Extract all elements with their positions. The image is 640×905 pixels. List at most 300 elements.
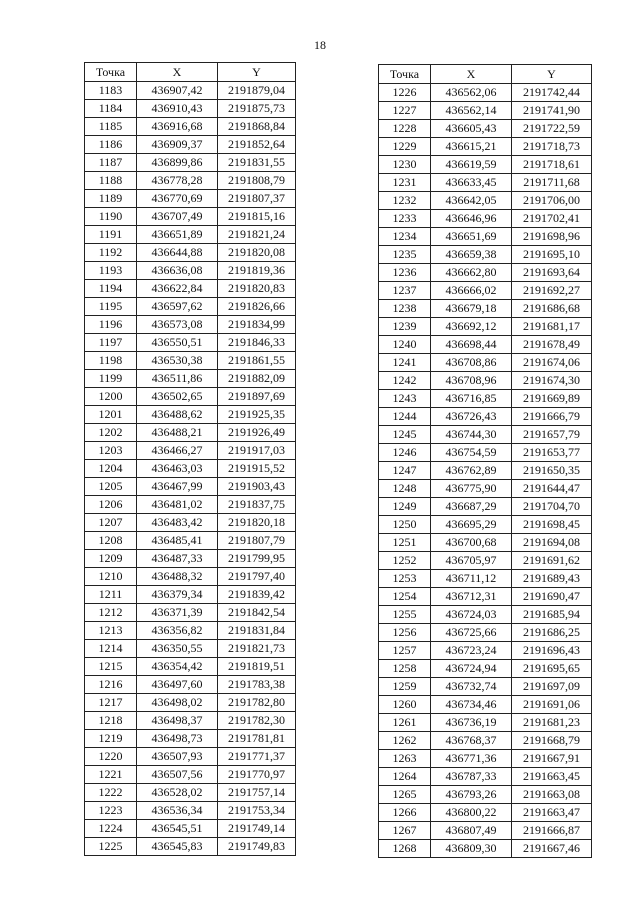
cell-y: 2191831,84	[218, 622, 296, 640]
cell-x: 436507,93	[137, 748, 218, 766]
cell-y: 2191799,95	[218, 550, 296, 568]
cell-point: 1230	[379, 156, 431, 174]
cell-point: 1192	[85, 244, 137, 262]
table-row	[379, 372, 592, 390]
table-row	[379, 768, 592, 786]
cell-point: 1215	[85, 658, 137, 676]
cell-point: 1188	[85, 172, 137, 190]
cell-y: 2191815,16	[218, 208, 296, 226]
cell-x: 436545,83	[137, 838, 218, 856]
table-row	[379, 84, 592, 102]
cell-x: 436916,68	[137, 118, 218, 136]
column-header-point: Точка	[379, 65, 431, 84]
cell-y: 2191674,30	[512, 372, 592, 390]
cell-point: 1217	[85, 694, 137, 712]
table-row	[379, 102, 592, 120]
column-header-point: Точка	[85, 63, 137, 82]
table-row	[85, 550, 296, 568]
cell-point: 1185	[85, 118, 137, 136]
cell-y: 2191808,79	[218, 172, 296, 190]
table-row	[379, 552, 592, 570]
table-row	[85, 172, 296, 190]
cell-y: 2191695,10	[512, 246, 592, 264]
cell-x: 436708,86	[431, 354, 512, 372]
cell-x: 436536,34	[137, 802, 218, 820]
cell-y: 2191644,47	[512, 480, 592, 498]
table-row	[379, 174, 592, 192]
cell-x: 436651,69	[431, 228, 512, 246]
cell-x: 436716,85	[431, 390, 512, 408]
cell-y: 2191897,69	[218, 388, 296, 406]
cell-x: 436562,14	[431, 102, 512, 120]
cell-y: 2191711,68	[512, 174, 592, 192]
coordinates-table-right	[378, 64, 592, 858]
cell-x: 436350,55	[137, 640, 218, 658]
cell-y: 2191821,24	[218, 226, 296, 244]
table-row	[379, 246, 592, 264]
cell-y: 2191722,59	[512, 120, 592, 138]
cell-y: 2191742,44	[512, 84, 592, 102]
cell-x: 436787,33	[431, 768, 512, 786]
cell-x: 436726,43	[431, 408, 512, 426]
cell-point: 1222	[85, 784, 137, 802]
cell-x: 436530,38	[137, 352, 218, 370]
column-header-y: Y	[218, 63, 296, 82]
cell-x: 436687,29	[431, 498, 512, 516]
table-row	[85, 568, 296, 586]
cell-y: 2191706,00	[512, 192, 592, 210]
table-row	[85, 208, 296, 226]
table-row	[85, 838, 296, 856]
cell-x: 436562,06	[431, 84, 512, 102]
cell-y: 2191681,17	[512, 318, 592, 336]
cell-y: 2191686,25	[512, 624, 592, 642]
table-row	[379, 588, 592, 606]
cell-x: 436771,36	[431, 750, 512, 768]
cell-x: 436511,86	[137, 370, 218, 388]
cell-y: 2191694,08	[512, 534, 592, 552]
cell-point: 1194	[85, 280, 137, 298]
cell-y: 2191807,79	[218, 532, 296, 550]
cell-y: 2191650,35	[512, 462, 592, 480]
cell-x: 436770,69	[137, 190, 218, 208]
cell-point: 1244	[379, 408, 431, 426]
table-row	[85, 370, 296, 388]
cell-point: 1260	[379, 696, 431, 714]
cell-x: 436644,88	[137, 244, 218, 262]
cell-point: 1261	[379, 714, 431, 732]
cell-point: 1183	[85, 82, 137, 100]
table-row	[85, 244, 296, 262]
cell-point: 1224	[85, 820, 137, 838]
table-row	[379, 480, 592, 498]
cell-x: 436528,02	[137, 784, 218, 802]
cell-y: 2191702,41	[512, 210, 592, 228]
cell-x: 436485,41	[137, 532, 218, 550]
cell-point: 1199	[85, 370, 137, 388]
table-row	[85, 136, 296, 154]
cell-y: 2191689,43	[512, 570, 592, 588]
cell-point: 1262	[379, 732, 431, 750]
cell-point: 1193	[85, 262, 137, 280]
cell-point: 1220	[85, 748, 137, 766]
table-row	[379, 534, 592, 552]
table-row	[379, 804, 592, 822]
cell-point: 1212	[85, 604, 137, 622]
cell-y: 2191821,73	[218, 640, 296, 658]
cell-y: 2191749,83	[218, 838, 296, 856]
table-row	[379, 444, 592, 462]
cell-point: 1229	[379, 138, 431, 156]
cell-y: 2191686,68	[512, 300, 592, 318]
cell-y: 2191903,43	[218, 478, 296, 496]
cell-y: 2191915,52	[218, 460, 296, 478]
cell-x: 436597,62	[137, 298, 218, 316]
cell-x: 436636,08	[137, 262, 218, 280]
table-row	[85, 406, 296, 424]
cell-y: 2191690,47	[512, 588, 592, 606]
cell-x: 436899,86	[137, 154, 218, 172]
cell-point: 1231	[379, 174, 431, 192]
cell-point: 1254	[379, 588, 431, 606]
cell-y: 2191879,04	[218, 82, 296, 100]
table-row	[379, 282, 592, 300]
cell-x: 436662,80	[431, 264, 512, 282]
table-row	[379, 642, 592, 660]
cell-y: 2191834,99	[218, 316, 296, 334]
table-row	[85, 676, 296, 694]
table-row	[379, 840, 592, 858]
cell-point: 1189	[85, 190, 137, 208]
cell-x: 436707,49	[137, 208, 218, 226]
cell-point: 1255	[379, 606, 431, 624]
cell-y: 2191819,51	[218, 658, 296, 676]
cell-point: 1263	[379, 750, 431, 768]
cell-point: 1197	[85, 334, 137, 352]
cell-point: 1223	[85, 802, 137, 820]
cell-point: 1227	[379, 102, 431, 120]
cell-point: 1249	[379, 498, 431, 516]
cell-y: 2191667,91	[512, 750, 592, 768]
cell-point: 1221	[85, 766, 137, 784]
cell-point: 1266	[379, 804, 431, 822]
cell-x: 436646,96	[431, 210, 512, 228]
cell-x: 436550,51	[137, 334, 218, 352]
cell-x: 436700,68	[431, 534, 512, 552]
cell-x: 436498,73	[137, 730, 218, 748]
cell-point: 1233	[379, 210, 431, 228]
cell-x: 436605,43	[431, 120, 512, 138]
table-row	[85, 658, 296, 676]
cell-x: 436744,30	[431, 426, 512, 444]
cell-x: 436619,59	[431, 156, 512, 174]
cell-x: 436488,32	[137, 568, 218, 586]
table-row	[85, 424, 296, 442]
table-row	[379, 696, 592, 714]
cell-y: 2191685,94	[512, 606, 592, 624]
cell-x: 436724,03	[431, 606, 512, 624]
cell-x: 436507,56	[137, 766, 218, 784]
cell-x: 436695,29	[431, 516, 512, 534]
cell-x: 436487,33	[137, 550, 218, 568]
cell-y: 2191820,83	[218, 280, 296, 298]
table-row	[379, 750, 592, 768]
cell-y: 2191807,37	[218, 190, 296, 208]
cell-y: 2191663,45	[512, 768, 592, 786]
table-row	[85, 298, 296, 316]
cell-x: 436633,45	[431, 174, 512, 192]
cell-point: 1191	[85, 226, 137, 244]
cell-x: 436573,08	[137, 316, 218, 334]
cell-point: 1259	[379, 678, 431, 696]
table-row	[379, 822, 592, 840]
cell-y: 2191819,36	[218, 262, 296, 280]
cell-x: 436692,12	[431, 318, 512, 336]
cell-y: 2191698,45	[512, 516, 592, 534]
cell-y: 2191741,90	[512, 102, 592, 120]
cell-x: 436705,97	[431, 552, 512, 570]
table-row	[85, 100, 296, 118]
cell-point: 1243	[379, 390, 431, 408]
cell-x: 436723,24	[431, 642, 512, 660]
cell-point: 1236	[379, 264, 431, 282]
cell-y: 2191718,61	[512, 156, 592, 174]
cell-x: 436466,27	[137, 442, 218, 460]
cell-y: 2191882,09	[218, 370, 296, 388]
cell-y: 2191783,38	[218, 676, 296, 694]
cell-x: 436666,02	[431, 282, 512, 300]
cell-point: 1237	[379, 282, 431, 300]
table-row	[379, 786, 592, 804]
cell-x: 436762,89	[431, 462, 512, 480]
cell-x: 436807,49	[431, 822, 512, 840]
cell-x: 436724,94	[431, 660, 512, 678]
cell-point: 1247	[379, 462, 431, 480]
cell-point: 1195	[85, 298, 137, 316]
table-row	[85, 514, 296, 532]
cell-x: 436711,12	[431, 570, 512, 588]
cell-y: 2191695,65	[512, 660, 592, 678]
cell-y: 2191837,75	[218, 496, 296, 514]
cell-y: 2191757,14	[218, 784, 296, 802]
cell-y: 2191693,64	[512, 264, 592, 282]
table-row	[85, 802, 296, 820]
table-row	[85, 694, 296, 712]
table-row	[379, 426, 592, 444]
table-row	[85, 460, 296, 478]
cell-y: 2191657,79	[512, 426, 592, 444]
table-row	[379, 318, 592, 336]
cell-point: 1214	[85, 640, 137, 658]
cell-y: 2191781,81	[218, 730, 296, 748]
cell-x: 436498,02	[137, 694, 218, 712]
table-row	[379, 516, 592, 534]
cell-x: 436778,28	[137, 172, 218, 190]
cell-point: 1211	[85, 586, 137, 604]
cell-point: 1200	[85, 388, 137, 406]
cell-point: 1205	[85, 478, 137, 496]
table-row	[85, 622, 296, 640]
table-row	[379, 408, 592, 426]
table-header-row	[85, 63, 296, 82]
cell-y: 2191674,06	[512, 354, 592, 372]
cell-x: 436909,37	[137, 136, 218, 154]
cell-point: 1252	[379, 552, 431, 570]
table-row	[379, 660, 592, 678]
cell-x: 436498,37	[137, 712, 218, 730]
cell-point: 1204	[85, 460, 137, 478]
cell-y: 2191704,70	[512, 498, 592, 516]
cell-y: 2191698,96	[512, 228, 592, 246]
cell-point: 1264	[379, 768, 431, 786]
table-row	[379, 390, 592, 408]
cell-y: 2191663,47	[512, 804, 592, 822]
cell-x: 436732,74	[431, 678, 512, 696]
cell-x: 436488,62	[137, 406, 218, 424]
table-row	[85, 352, 296, 370]
table-row	[379, 732, 592, 750]
table-row	[85, 334, 296, 352]
cell-x: 436467,99	[137, 478, 218, 496]
cell-point: 1184	[85, 100, 137, 118]
cell-x: 436488,21	[137, 424, 218, 442]
cell-point: 1267	[379, 822, 431, 840]
table-row	[379, 498, 592, 516]
cell-point: 1250	[379, 516, 431, 534]
cell-y: 2191797,40	[218, 568, 296, 586]
cell-point: 1186	[85, 136, 137, 154]
cell-y: 2191839,42	[218, 586, 296, 604]
cell-point: 1239	[379, 318, 431, 336]
cell-y: 2191842,54	[218, 604, 296, 622]
cell-y: 2191771,37	[218, 748, 296, 766]
cell-x: 436698,44	[431, 336, 512, 354]
cell-point: 1207	[85, 514, 137, 532]
cell-x: 436545,51	[137, 820, 218, 838]
cell-point: 1201	[85, 406, 137, 424]
cell-point: 1213	[85, 622, 137, 640]
cell-point: 1238	[379, 300, 431, 318]
table-row	[379, 714, 592, 732]
cell-y: 2191697,09	[512, 678, 592, 696]
cell-x: 436910,43	[137, 100, 218, 118]
cell-y: 2191861,55	[218, 352, 296, 370]
table-row	[85, 262, 296, 280]
cell-y: 2191749,14	[218, 820, 296, 838]
cell-point: 1187	[85, 154, 137, 172]
table-row	[85, 748, 296, 766]
table-row	[85, 712, 296, 730]
cell-x: 436754,59	[431, 444, 512, 462]
cell-y: 2191846,33	[218, 334, 296, 352]
table-row	[85, 532, 296, 550]
cell-y: 2191666,87	[512, 822, 592, 840]
cell-point: 1257	[379, 642, 431, 660]
cell-point: 1256	[379, 624, 431, 642]
table-row	[85, 226, 296, 244]
column-header-x: X	[431, 65, 512, 84]
cell-point: 1190	[85, 208, 137, 226]
cell-x: 436463,03	[137, 460, 218, 478]
table-row	[379, 192, 592, 210]
cell-point: 1206	[85, 496, 137, 514]
cell-x: 436712,31	[431, 588, 512, 606]
cell-x: 436497,60	[137, 676, 218, 694]
cell-point: 1258	[379, 660, 431, 678]
table-row	[85, 604, 296, 622]
cell-point: 1225	[85, 838, 137, 856]
cell-point: 1196	[85, 316, 137, 334]
table-row	[379, 138, 592, 156]
table-row	[379, 156, 592, 174]
cell-point: 1251	[379, 534, 431, 552]
table-row	[379, 462, 592, 480]
cell-y: 2191653,77	[512, 444, 592, 462]
table-row	[379, 570, 592, 588]
table-row	[85, 190, 296, 208]
table-row	[379, 336, 592, 354]
cell-x: 436615,21	[431, 138, 512, 156]
cell-y: 2191663,08	[512, 786, 592, 804]
cell-point: 1253	[379, 570, 431, 588]
cell-point: 1242	[379, 372, 431, 390]
cell-point: 1219	[85, 730, 137, 748]
cell-y: 2191831,55	[218, 154, 296, 172]
cell-y: 2191696,43	[512, 642, 592, 660]
coordinates-table-left	[84, 62, 296, 856]
cell-y: 2191691,06	[512, 696, 592, 714]
page-number: 18	[314, 38, 326, 52]
cell-x: 436642,05	[431, 192, 512, 210]
table-row	[85, 496, 296, 514]
cell-point: 1216	[85, 676, 137, 694]
cell-point: 1202	[85, 424, 137, 442]
cell-x: 436659,38	[431, 246, 512, 264]
table-row	[85, 730, 296, 748]
cell-point: 1234	[379, 228, 431, 246]
table-row	[85, 442, 296, 460]
cell-y: 2191691,62	[512, 552, 592, 570]
table-row	[85, 154, 296, 172]
cell-x: 436371,39	[137, 604, 218, 622]
cell-y: 2191692,27	[512, 282, 592, 300]
table-row	[85, 478, 296, 496]
cell-y: 2191917,03	[218, 442, 296, 460]
cell-x: 436725,66	[431, 624, 512, 642]
column-header-x: X	[137, 63, 218, 82]
table-row	[379, 120, 592, 138]
cell-y: 2191668,79	[512, 732, 592, 750]
cell-point: 1208	[85, 532, 137, 550]
cell-x: 436907,42	[137, 82, 218, 100]
table-header-row	[379, 65, 592, 84]
cell-x: 436379,34	[137, 586, 218, 604]
table-row	[379, 228, 592, 246]
cell-y: 2191667,46	[512, 840, 592, 858]
cell-point: 1232	[379, 192, 431, 210]
table-row	[379, 678, 592, 696]
cell-y: 2191820,18	[218, 514, 296, 532]
table-row	[379, 624, 592, 642]
cell-y: 2191753,34	[218, 802, 296, 820]
table-row	[379, 606, 592, 624]
cell-x: 436622,84	[137, 280, 218, 298]
cell-point: 1210	[85, 568, 137, 586]
table-row	[379, 300, 592, 318]
cell-x: 436651,89	[137, 226, 218, 244]
cell-x: 436708,96	[431, 372, 512, 390]
table-row	[85, 640, 296, 658]
